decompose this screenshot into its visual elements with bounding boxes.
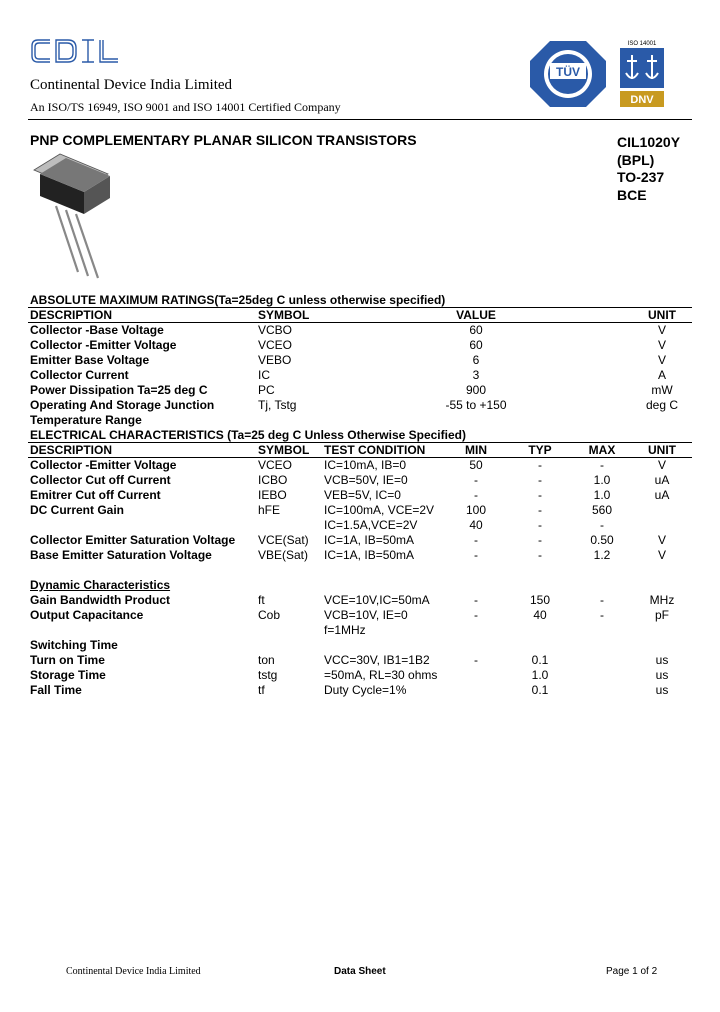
table-row: Storage Time tstg =50mA, RL=30 ohms 1.0 us <box>30 668 669 682</box>
tuv-cert-seal <box>528 39 608 109</box>
dnv-text: DNV <box>630 94 654 106</box>
electrical-table <box>28 443 692 698</box>
dynamic-heading: Dynamic Characteristics <box>30 578 171 592</box>
table-row: Collector Current IC 3 A <box>30 368 666 382</box>
part-pinout: BCE <box>617 186 647 203</box>
abs-max-header-rule <box>28 322 692 323</box>
table-row: Turn on Time ton VCC=30V, IB1=1B2 - 0.1 us <box>30 653 669 667</box>
part-info <box>617 134 680 204</box>
table-row: Output Capacitance Cob VCB=10V, IE=0 f=1MHz - 40 - pF <box>30 608 669 637</box>
table-row: Fall Time tf Duty Cycle=1% 0.1 us <box>30 683 669 697</box>
table-row: Collector -Emitter Voltage VCEO IC=10mA, IB=0 50 - - V <box>30 458 666 472</box>
electrical-header-row: DESCRIPTION SYMBOL TEST CONDITION MIN TYP MAX UNIT <box>30 443 676 457</box>
table-row: Power Dissipation Ta=25 deg C PC 900 mW <box>30 383 673 397</box>
abs-max-heading: ABSOLUTE MAXIMUM RATINGS(Ta=25deg C unless otherwise specified) <box>30 293 446 307</box>
table-row: DC Current Gain hFE IC=100mA, VCE=2V 100 - 560 <box>30 503 613 517</box>
col-value: VALUE <box>456 308 496 322</box>
company-tagline: An ISO/TS 16949, ISO 9001 and ISO 14001 Certified Company <box>30 100 341 114</box>
page-title: PNP COMPLEMENTARY PLANAR SILICON TRANSISTORS <box>30 132 417 148</box>
table-row: Collector Cut off Current ICBO VCB=50V, IE=0 - - 1.0 uA <box>30 473 670 487</box>
table-row: Gain Bandwidth Product ft VCE=10V,IC=50mA - 150 - MHz <box>30 593 675 607</box>
col-description: DESCRIPTION <box>30 308 113 322</box>
iso-14001-label: ISO 14001 <box>627 41 657 47</box>
col-symbol: SYMBOL <box>258 308 310 322</box>
table-row: Collector -Base Voltage VCBO 60 V <box>30 323 666 337</box>
logo-text: CDIL <box>30 36 33 37</box>
part-package: TO-237 <box>617 169 665 185</box>
abs-max-table <box>28 308 692 428</box>
table-row: IC=1.5A,VCE=2V 40 - - <box>324 518 604 532</box>
table-row: Base Emitter Saturation Voltage VBE(Sat) IC=1A, IB=50mA - - 1.2 V <box>30 548 666 562</box>
part-number: CIL1020Y <box>617 134 681 150</box>
col-unit: UNIT <box>648 308 676 322</box>
to-237-package-image <box>30 150 122 280</box>
electrical-header-rule <box>28 457 692 458</box>
footer-company: Continental Device India Limited <box>66 966 201 977</box>
electrical-heading: ELECTRICAL CHARACTERISTICS (Ta=25 deg C Unless Otherwise Specified) <box>30 428 466 442</box>
tuv-text: TÜV <box>556 65 580 79</box>
abs-max-header-row <box>28 308 692 323</box>
part-grade: (BPL) <box>617 151 655 168</box>
switching-heading-row <box>28 638 692 653</box>
cdil-logo <box>30 36 122 66</box>
dynamic-heading-row <box>28 578 692 593</box>
company-name: Continental Device India Limited <box>30 77 233 93</box>
switching-heading: Switching Time <box>30 638 118 652</box>
footer-page-number: Page 1 of 2 <box>606 966 658 977</box>
table-row: Operating And Storage Junction Temperature Range Tj, Tstg -55 to +150 deg C <box>30 398 679 427</box>
table-row: Emitrer Cut off Current IEBO VEB=5V, IC=0 - - 1.0 uA <box>30 488 670 502</box>
table-row: Collector Emitter Saturation Voltage VCE(Sat) IC=1A, IB=50mA - - 0.50 V <box>30 533 666 547</box>
header-divider <box>28 119 692 120</box>
table-row: Emitter Base Voltage VEBO 6 V <box>30 353 666 367</box>
dnv-cert-mark <box>618 37 666 109</box>
table-row: Collector -Emitter Voltage VCEO 60 V <box>30 338 666 352</box>
spacer-row <box>28 563 692 578</box>
footer-doc-type: Data Sheet <box>334 966 386 977</box>
